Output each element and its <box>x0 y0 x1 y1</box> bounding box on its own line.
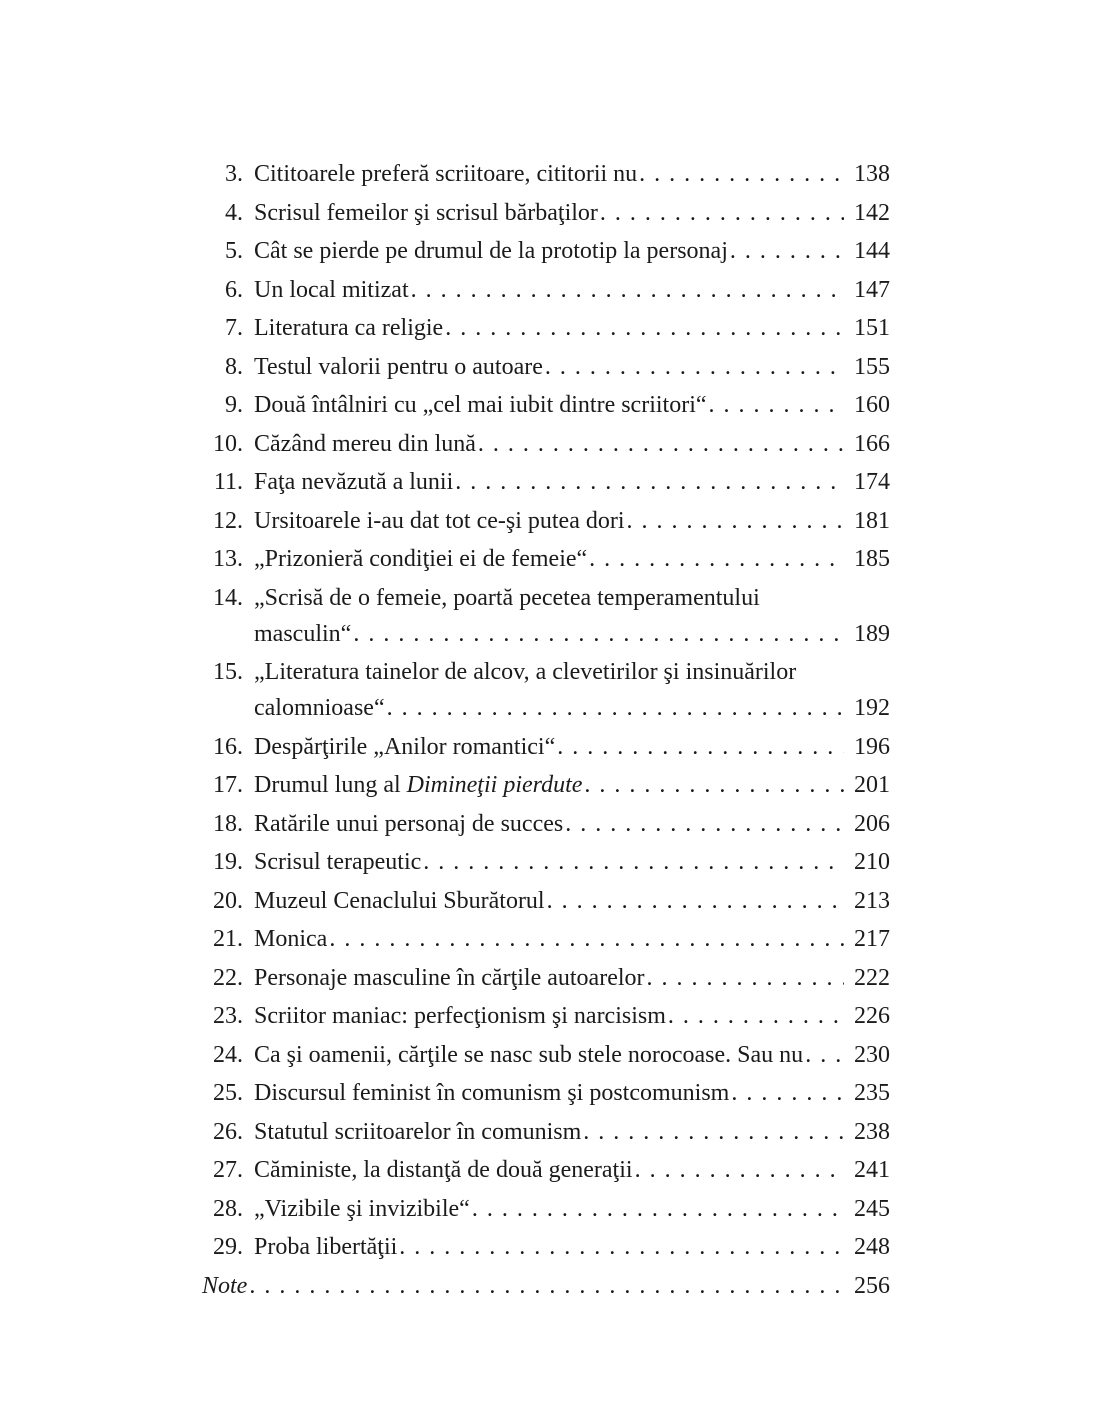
title-segment: Căzând mereu din lună <box>254 430 476 457</box>
entry-number: 14. <box>213 584 243 611</box>
toc-entry <box>202 1268 890 1304</box>
page-number: 189 <box>854 620 890 647</box>
entry-title <box>254 767 582 803</box>
toc-line <box>202 844 890 880</box>
entry-title <box>254 616 351 652</box>
page-number: 138 <box>854 161 890 187</box>
entry-title <box>254 1114 581 1150</box>
entry-number: 6. <box>225 276 243 303</box>
page-number: 241 <box>854 1157 890 1183</box>
title-segment: Note <box>202 1272 248 1299</box>
title-segment: Scrisul terapeutic <box>254 849 422 875</box>
toc-line <box>202 310 890 346</box>
entry-title <box>254 195 598 231</box>
dot-leader <box>353 616 844 652</box>
toc-line <box>202 960 890 996</box>
page-number: 206 <box>854 810 890 837</box>
page-number: 217 <box>854 926 890 952</box>
page-number: 226 <box>854 1003 890 1029</box>
title-segment: Drumul lung al <box>254 772 407 798</box>
toc-entry <box>202 464 890 500</box>
entry-title <box>254 998 666 1034</box>
toc-line <box>202 503 890 539</box>
title-segment: Două întâlniri cu „cel mai iubit dintre scriitori“ <box>254 392 707 418</box>
page-number: 238 <box>854 1118 890 1145</box>
toc-line <box>202 233 890 269</box>
dot-leader <box>584 767 844 803</box>
entry-number: 29. <box>213 1234 243 1260</box>
page-number: 196 <box>854 733 890 760</box>
toc-entry <box>202 580 890 652</box>
title-segment: Căministe, la distanţă de două generaţii <box>254 1157 633 1183</box>
toc-line <box>202 806 890 842</box>
page-number: 181 <box>854 507 890 534</box>
toc-entry <box>202 387 890 423</box>
page-number: 144 <box>854 238 890 264</box>
entry-title <box>254 1037 803 1073</box>
title-segment: Monica <box>254 926 328 952</box>
title-segment: masculin“ <box>254 620 352 647</box>
toc-entry <box>202 503 890 539</box>
dot-leader <box>635 1152 844 1188</box>
entry-title <box>254 272 409 308</box>
toc-entry <box>202 767 890 803</box>
title-segment: Scriitor maniac: perfecţionism şi narcisism <box>254 1003 666 1029</box>
entry-title <box>254 1229 397 1265</box>
toc-entry <box>202 272 890 308</box>
dot-leader <box>627 503 844 539</box>
entry-title <box>254 844 421 880</box>
dot-leader <box>423 844 844 880</box>
title-segment: Ca şi oamenii, cărţile se nasc sub stele norocoase. Sau nu <box>254 1041 804 1068</box>
title-segment: Ursitoarele i-au dat tot ce-şi putea dori <box>254 507 625 534</box>
entry-number: 17. <box>213 772 243 798</box>
toc-entry <box>202 998 890 1034</box>
entry-number: 16. <box>213 733 243 760</box>
title-segment: Personaje masculine în cărţile autoarelor <box>254 964 645 991</box>
page-number: 142 <box>854 199 890 226</box>
dot-leader <box>709 387 844 423</box>
entry-number: 18. <box>213 810 243 837</box>
entry-number: 23. <box>213 1003 243 1029</box>
toc-line <box>202 767 890 803</box>
page-number: 245 <box>854 1195 890 1222</box>
entry-title <box>254 729 555 765</box>
dot-leader <box>668 998 844 1034</box>
toc-entry <box>202 541 890 577</box>
dot-leader <box>805 1037 844 1073</box>
entry-title <box>254 1075 729 1111</box>
dot-leader <box>547 883 844 919</box>
page-number: 222 <box>854 964 890 991</box>
toc-entry <box>202 844 890 880</box>
title-segment: „Scrisă de o femeie, poartă pecetea temperamentului <box>254 584 760 611</box>
page-number: 155 <box>854 353 890 380</box>
entry-title <box>202 1268 247 1304</box>
entry-number: 11. <box>213 469 243 495</box>
toc-entry <box>202 233 890 269</box>
dot-leader <box>600 195 844 231</box>
toc-entry <box>202 960 890 996</box>
dot-leader <box>557 729 844 765</box>
entry-number: 3. <box>225 161 243 187</box>
page-number: 151 <box>854 315 890 341</box>
entry-title <box>254 883 545 919</box>
entry-number: 12. <box>213 507 243 534</box>
toc-entry <box>202 729 890 765</box>
dot-leader <box>545 349 844 385</box>
entry-number: 4. <box>225 199 243 226</box>
toc-line <box>202 1114 890 1150</box>
entry-title <box>254 580 760 616</box>
toc-line <box>202 1191 890 1227</box>
title-segment: Scrisul femeilor şi scrisul bărbaţilor <box>254 199 598 226</box>
entry-number: 24. <box>213 1041 243 1068</box>
dot-leader <box>731 1075 844 1111</box>
toc-line <box>202 1037 890 1073</box>
table-of-contents <box>202 156 890 1306</box>
title-segment: Faţa nevăzută a lunii <box>254 469 454 495</box>
dot-leader <box>445 310 844 346</box>
dot-leader <box>399 1229 844 1265</box>
toc-entry <box>202 1191 890 1227</box>
entry-title <box>254 233 728 269</box>
dot-leader <box>583 1114 844 1150</box>
page-number: 166 <box>854 430 890 457</box>
entry-title <box>254 960 645 996</box>
toc-entry <box>202 1152 890 1188</box>
toc-entry <box>202 883 890 919</box>
dot-leader <box>472 1191 844 1227</box>
title-segment: Muzeul Cenaclului Sburătorul <box>254 887 545 914</box>
title-segment: Cititoarele preferă scriitoare, cititorii nu <box>254 161 638 187</box>
title-segment: „Literatura tainelor de alcov, a clevetirilor şi insinuărilor <box>254 659 797 685</box>
dot-leader <box>639 156 844 192</box>
page-number: 213 <box>854 887 890 914</box>
entry-title <box>254 503 625 539</box>
toc-line <box>202 580 890 616</box>
toc-line <box>202 1229 890 1265</box>
toc-entry <box>202 426 890 462</box>
entry-title <box>254 541 587 577</box>
toc-line <box>202 616 890 652</box>
title-segment: Statutul scriitoarelor în comunism <box>254 1118 582 1145</box>
entry-title <box>254 654 796 690</box>
toc-entry <box>202 156 890 192</box>
entry-title <box>254 1152 633 1188</box>
toc-line <box>202 729 890 765</box>
toc-line <box>202 156 890 192</box>
page-number: 192 <box>854 695 890 721</box>
toc-line <box>202 921 890 957</box>
toc-line <box>202 1268 890 1304</box>
page-number: 174 <box>854 469 890 495</box>
entry-number: 20. <box>213 887 243 914</box>
toc-line <box>202 426 890 462</box>
title-segment: Literatura ca religie <box>254 315 444 341</box>
entry-number: 15. <box>213 659 243 685</box>
title-segment: Dimineţii pierdute <box>406 772 583 798</box>
dot-leader <box>411 272 844 308</box>
dot-leader <box>329 921 844 957</box>
dot-leader <box>455 464 844 500</box>
entry-number: 27. <box>213 1157 243 1183</box>
toc-line <box>202 883 890 919</box>
page-number: 185 <box>854 546 890 572</box>
toc-entry <box>202 806 890 842</box>
entry-title <box>254 806 563 842</box>
entry-title <box>254 387 707 423</box>
dot-leader <box>387 690 844 726</box>
toc-entry <box>202 195 890 231</box>
entry-title <box>254 349 543 385</box>
title-segment: Discursul feminist în comunism şi postcomunism <box>254 1080 730 1106</box>
toc-line <box>202 349 890 385</box>
entry-title <box>254 156 637 192</box>
entry-number: 8. <box>225 353 243 380</box>
entry-number: 21. <box>213 926 243 952</box>
dot-leader <box>589 541 844 577</box>
entry-number: 13. <box>213 546 243 572</box>
entry-title <box>254 464 453 500</box>
entry-title <box>254 1191 470 1227</box>
toc-line <box>202 654 890 690</box>
dot-leader <box>730 233 844 269</box>
title-segment: „Vizibile şi invizibile“ <box>254 1195 470 1222</box>
dot-leader <box>249 1268 844 1304</box>
entry-number: 9. <box>225 392 243 418</box>
entry-number: 7. <box>225 315 243 341</box>
toc-entry <box>202 1229 890 1265</box>
entry-number: 19. <box>213 849 243 875</box>
toc-entry <box>202 349 890 385</box>
page-number: 230 <box>854 1041 890 1068</box>
title-segment: „Prizonieră condiţiei ei de femeie“ <box>254 546 588 572</box>
page-number: 210 <box>854 849 890 875</box>
toc-entry <box>202 310 890 346</box>
toc-entry <box>202 654 890 726</box>
title-segment: Despărţirile „Anilor romantici“ <box>254 733 556 760</box>
entry-number: 5. <box>225 238 243 264</box>
toc-entry <box>202 1114 890 1150</box>
entry-title <box>254 310 443 346</box>
entry-title <box>254 690 385 726</box>
dot-leader <box>647 960 844 996</box>
title-segment: Cât se pierde pe drumul de la prototip la personaj <box>254 238 728 264</box>
page-number: 147 <box>854 276 890 303</box>
toc-entry <box>202 921 890 957</box>
toc-line <box>202 195 890 231</box>
entry-number: 28. <box>213 1195 243 1222</box>
toc-line <box>202 998 890 1034</box>
dot-leader <box>565 806 844 842</box>
entry-number: 25. <box>213 1080 243 1106</box>
entry-number: 22. <box>213 964 243 991</box>
toc-line <box>202 690 890 726</box>
page-number: 248 <box>854 1234 890 1260</box>
toc-line <box>202 272 890 308</box>
title-segment: Testul valorii pentru o autoare <box>254 353 543 380</box>
page-number: 201 <box>854 772 890 798</box>
toc-entry <box>202 1037 890 1073</box>
toc-line <box>202 464 890 500</box>
entry-number: 10. <box>213 430 243 457</box>
title-segment: Ratările unui personaj de succes <box>254 810 564 837</box>
entry-title <box>254 426 476 462</box>
toc-line <box>202 541 890 577</box>
title-segment: Un local mitizat <box>254 276 409 303</box>
title-segment: calomnioase“ <box>254 695 385 721</box>
toc-line <box>202 1075 890 1111</box>
title-segment: Proba libertăţii <box>254 1234 398 1260</box>
toc-line <box>202 1152 890 1188</box>
entry-number: 26. <box>213 1118 243 1145</box>
page-number: 160 <box>854 392 890 418</box>
page-number: 256 <box>854 1272 890 1299</box>
toc-line <box>202 387 890 423</box>
page-number: 235 <box>854 1080 890 1106</box>
toc-entry <box>202 1075 890 1111</box>
entry-title <box>254 921 327 957</box>
dot-leader <box>478 426 844 462</box>
